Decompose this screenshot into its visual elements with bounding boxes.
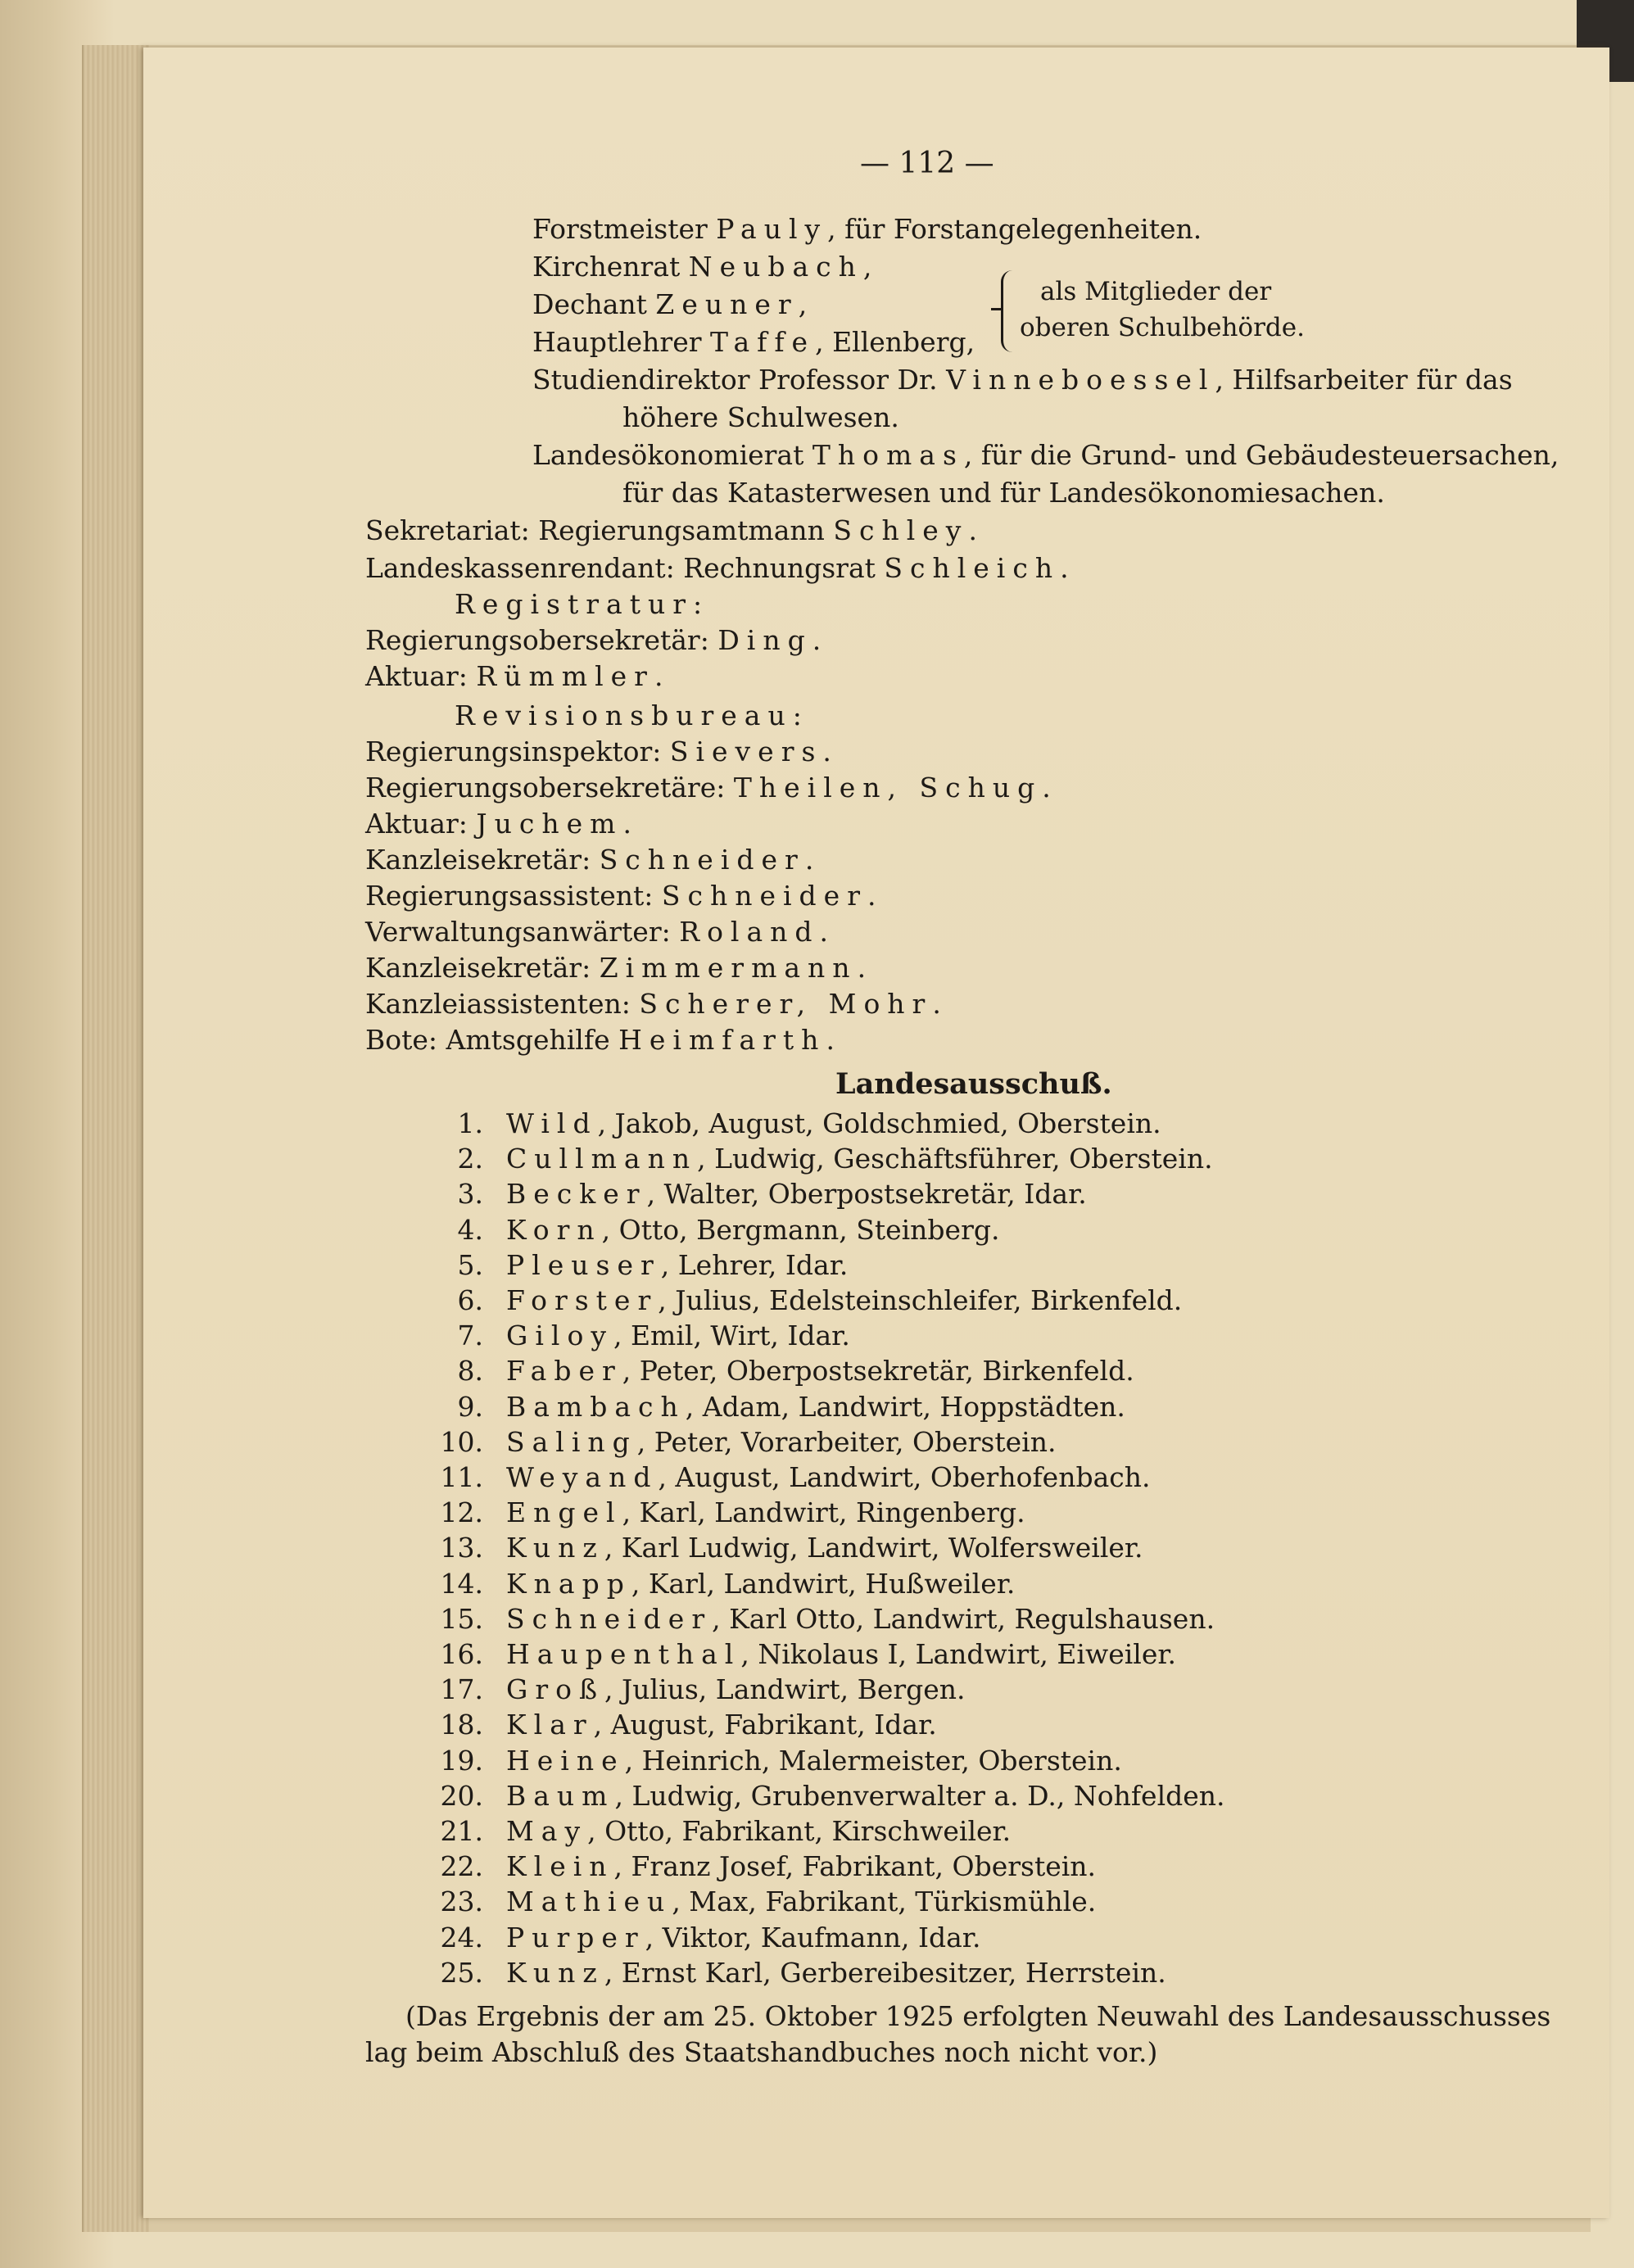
member-details: , Karl, Landwirt, Hußweiler. bbox=[631, 1568, 1016, 1600]
revisionsbureau-line: Regierungsobersekretäre: Theilen, Schug. bbox=[365, 772, 1051, 804]
member-row bbox=[410, 1141, 1213, 1177]
member-row bbox=[410, 1743, 1122, 1779]
member-details: , Nikolaus I, Landwirt, Eiweiler. bbox=[740, 1638, 1177, 1670]
member-details: , Adam, Landwirt, Hoppstädten. bbox=[685, 1391, 1125, 1423]
member-name: Faber bbox=[506, 1355, 622, 1387]
member-row bbox=[410, 1849, 1096, 1885]
member-name: Knapp bbox=[506, 1568, 631, 1600]
member-row bbox=[410, 1636, 1176, 1673]
member-row bbox=[410, 1424, 1056, 1460]
member-row bbox=[410, 1106, 1161, 1142]
member-number: 19. bbox=[440, 1745, 483, 1777]
member-row bbox=[410, 1672, 966, 1708]
member-details: , Otto, Fabrikant, Kirschweiler. bbox=[587, 1815, 1012, 1847]
brace-note: oberen Schulbehörde. bbox=[1020, 313, 1305, 342]
member-number: 7. bbox=[457, 1320, 483, 1351]
member-row bbox=[410, 1707, 937, 1743]
staff-line: Landeskassenrendant: Rechnungsrat Schleich. bbox=[365, 552, 1069, 584]
staff-line: für das Katasterwesen und für Landesökonomiesachen. bbox=[622, 477, 1385, 509]
member-row bbox=[410, 1495, 1025, 1531]
member-details: , Karl Ludwig, Landwirt, Wolfersweiler. bbox=[604, 1532, 1143, 1564]
curly-brace bbox=[1001, 270, 1018, 352]
member-number: 6. bbox=[457, 1284, 483, 1316]
member-details: , Peter, Vorarbeiter, Oberstein. bbox=[636, 1426, 1057, 1458]
brace-note: als Mitglieder der bbox=[1040, 277, 1272, 306]
member-name: Schneider bbox=[506, 1603, 713, 1635]
member-details: , Ludwig, Geschäftsführer, Oberstein. bbox=[697, 1143, 1213, 1175]
member-details: , August, Landwirt, Oberhofenbach. bbox=[658, 1461, 1151, 1493]
staff-line: Forstmeister Pauly, für Forstangelegenheiten. bbox=[532, 213, 1202, 245]
member-details: , Julius, Landwirt, Bergen. bbox=[604, 1673, 966, 1705]
member-details: , Walter, Oberpostsekretär, Idar. bbox=[646, 1178, 1087, 1210]
member-row bbox=[410, 1283, 1182, 1319]
revisionsbureau-line: Kanzleisekretär: Zimmermann. bbox=[365, 952, 867, 984]
section-heading-landesausschuss: Landesausschuß. bbox=[835, 1067, 1112, 1101]
member-name: Kunz bbox=[506, 1957, 604, 1989]
member-details: , August, Fabrikant, Idar. bbox=[593, 1709, 937, 1741]
member-details: , Otto, Bergmann, Steinberg. bbox=[601, 1214, 1000, 1246]
member-number: 20. bbox=[440, 1780, 483, 1812]
member-name: Bambach bbox=[506, 1391, 686, 1423]
member-name: Becker bbox=[506, 1178, 647, 1210]
revisionsbureau-line: Kanzleiassistenten: Scherer, Mohr. bbox=[365, 988, 941, 1020]
page-number: — 112 — bbox=[860, 147, 994, 180]
member-number: 1. bbox=[457, 1107, 483, 1139]
member-name: May bbox=[506, 1815, 588, 1847]
staff-line: Landesökonomierat Thomas, für die Grund- und Gebäudesteuersachen, bbox=[532, 439, 1559, 471]
revisionsbureau-line: Regierungsassistent: Schneider. bbox=[365, 880, 876, 912]
member-details: , Max, Fabrikant, Türkismühle. bbox=[672, 1885, 1097, 1917]
staff-line: Studiendirektor Professor Dr. Vinneboessel, Hilfsarbeiter für das bbox=[532, 364, 1513, 396]
member-number: 12. bbox=[440, 1496, 483, 1528]
section-heading-revisionsbureau: Revisionsbureau: bbox=[455, 699, 809, 731]
member-row bbox=[410, 1530, 1143, 1566]
member-details: , Karl, Landwirt, Ringenberg. bbox=[622, 1496, 1025, 1528]
staff-line: Hauptlehrer Taffe, Ellenberg, bbox=[532, 326, 975, 358]
member-details: , Lehrer, Idar. bbox=[660, 1249, 849, 1281]
member-row bbox=[410, 1566, 1015, 1602]
member-name: Giloy bbox=[506, 1320, 613, 1351]
member-details: , Jakob, August, Goldschmied, Oberstein. bbox=[597, 1107, 1161, 1139]
member-row bbox=[410, 1813, 1011, 1849]
member-row bbox=[410, 1389, 1125, 1425]
staff-line: Sekretariat: Regierungsamtmann Schley. bbox=[365, 514, 977, 546]
member-name: Klein bbox=[506, 1850, 614, 1882]
member-number: 17. bbox=[440, 1673, 483, 1705]
registratur-line: Regierungsobersekretär: Ding. bbox=[365, 624, 822, 656]
member-details: , Ludwig, Grubenverwalter a. D., Nohfelden. bbox=[614, 1780, 1225, 1812]
member-name: Mathieu bbox=[506, 1885, 672, 1917]
revisionsbureau-line: Verwaltungsanwärter: Roland. bbox=[365, 916, 829, 948]
member-name: Groß bbox=[506, 1673, 605, 1705]
staff-line: Dechant Zeuner, bbox=[532, 288, 808, 320]
member-name: Purper bbox=[506, 1922, 645, 1953]
member-name: Pleuser bbox=[506, 1249, 661, 1281]
member-number: 5. bbox=[457, 1249, 483, 1281]
member-name: Engel bbox=[506, 1496, 622, 1528]
revisionsbureau-line: Kanzleisekretär: Schneider. bbox=[365, 844, 814, 876]
revisionsbureau-line: Aktuar: Juchem. bbox=[365, 808, 631, 840]
member-name: Haupenthal bbox=[506, 1638, 741, 1670]
member-row bbox=[410, 1318, 850, 1354]
member-name: Wild bbox=[506, 1107, 598, 1139]
member-details: , Ernst Karl, Gerbereibesitzer, Herrstein. bbox=[604, 1957, 1166, 1989]
member-row bbox=[410, 1601, 1215, 1637]
member-name: Weyand bbox=[506, 1461, 659, 1493]
curly-brace-tip bbox=[991, 308, 1003, 310]
member-number: 13. bbox=[440, 1532, 483, 1564]
member-row bbox=[410, 1176, 1087, 1212]
member-number: 9. bbox=[457, 1391, 483, 1423]
member-details: , Franz Josef, Fabrikant, Oberstein. bbox=[613, 1850, 1097, 1882]
revisionsbureau-line: Bote: Amtsgehilfe Heimfarth. bbox=[365, 1024, 835, 1056]
member-row bbox=[410, 1920, 980, 1956]
member-row bbox=[410, 1247, 848, 1283]
member-number: 2. bbox=[457, 1143, 483, 1175]
section-heading-registratur: Registratur: bbox=[455, 588, 710, 620]
member-number: 15. bbox=[440, 1603, 483, 1635]
member-number: 22. bbox=[440, 1850, 483, 1882]
member-row bbox=[410, 1778, 1225, 1814]
member-row bbox=[410, 1212, 999, 1248]
member-name: Baum bbox=[506, 1780, 615, 1812]
member-name: Forster bbox=[506, 1284, 659, 1316]
revisionsbureau-line: Regierungsinspektor: Sievers. bbox=[365, 736, 831, 767]
member-number: 23. bbox=[440, 1885, 483, 1917]
member-number: 14. bbox=[440, 1568, 483, 1600]
member-number: 8. bbox=[457, 1355, 483, 1387]
registratur-line: Aktuar: Rümmler. bbox=[365, 660, 663, 692]
staff-line: Kirchenrat Neubach, bbox=[532, 251, 872, 283]
member-name: Klar bbox=[506, 1709, 594, 1741]
member-details: , Karl Otto, Landwirt, Regulshausen. bbox=[712, 1603, 1215, 1635]
member-row bbox=[410, 1955, 1166, 1991]
member-details: , Julius, Edelsteinschleifer, Birkenfeld. bbox=[658, 1284, 1183, 1316]
member-details: , Heinrich, Malermeister, Oberstein. bbox=[624, 1745, 1122, 1777]
member-number: 16. bbox=[440, 1638, 483, 1670]
member-row bbox=[410, 1460, 1150, 1496]
member-name: Korn bbox=[506, 1214, 602, 1246]
footnote-line: lag beim Abschluß des Staatshandbuches noch nicht vor.) bbox=[365, 2036, 1158, 2068]
member-number: 3. bbox=[457, 1178, 483, 1210]
member-number: 24. bbox=[440, 1922, 483, 1953]
member-number: 18. bbox=[440, 1709, 483, 1741]
member-number: 21. bbox=[440, 1815, 483, 1847]
member-name: Cullmann bbox=[506, 1143, 698, 1175]
member-details: , Viktor, Kaufmann, Idar. bbox=[645, 1922, 981, 1953]
member-name: Saling bbox=[506, 1426, 637, 1458]
member-name: Kunz bbox=[506, 1532, 604, 1564]
member-row bbox=[410, 1353, 1134, 1389]
member-number: 10. bbox=[440, 1426, 483, 1458]
member-number: 25. bbox=[440, 1957, 483, 1989]
footnote-line: (Das Ergebnis der am 25. Oktober 1925 erfolgten Neuwahl des Landesausschusses bbox=[405, 2000, 1551, 2032]
member-number: 11. bbox=[440, 1461, 483, 1493]
member-details: , Peter, Oberpostsekretär, Birkenfeld. bbox=[622, 1355, 1134, 1387]
staff-line: höhere Schulwesen. bbox=[622, 401, 899, 433]
member-number: 4. bbox=[457, 1214, 483, 1246]
member-row bbox=[410, 1884, 1096, 1920]
member-name: Heine bbox=[506, 1745, 625, 1777]
member-details: , Emil, Wirt, Idar. bbox=[613, 1320, 850, 1351]
